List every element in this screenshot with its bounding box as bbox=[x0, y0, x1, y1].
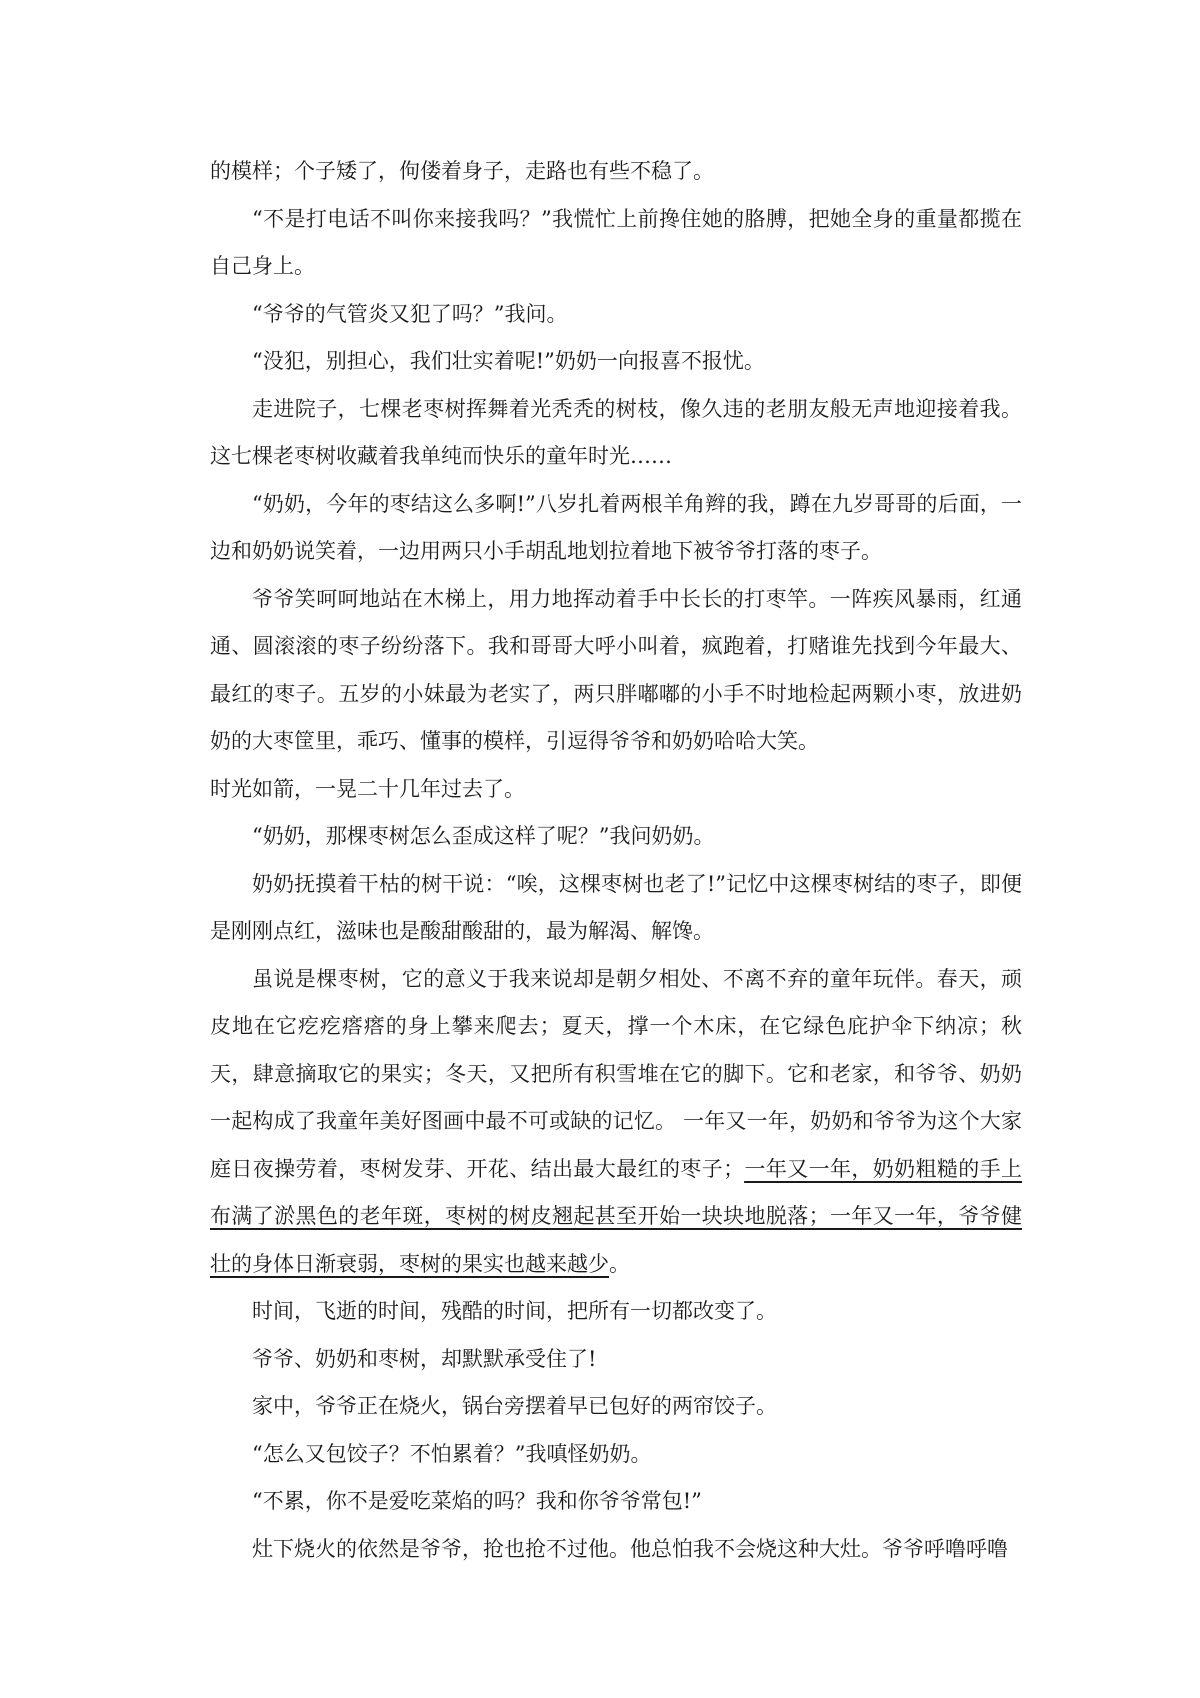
paragraph-tail: 。 bbox=[609, 1251, 630, 1276]
paragraph: 时光如箭，一晃二十几年过去了。 bbox=[210, 776, 525, 801]
paragraph-with-underline bbox=[210, 956, 1022, 1289]
paragraph: “怎么又包饺子？不怕累着？”我嗔怪奶奶。 bbox=[252, 1441, 652, 1466]
paragraph: “奶奶，今年的枣结这么多啊!”八岁扎着两根羊角辫的我，蹲在九岁哥哥的后面，一边和奶奶说笑着，一边用两只小手胡乱地划拉着地下被爷爷打落的枣子。 bbox=[210, 491, 1022, 563]
paragraph: “不累，你不是爱吃菜焰的吗？我和你爷爷常包!” bbox=[252, 1489, 702, 1513]
paragraph: 奶奶抚摸着干枯的树干说：“唉，这棵枣树也老了!”记忆中这棵枣树结的枣子，即便是刚刚点红，滋味也是酸甜酸甜的，最为解渴、解馋。 bbox=[210, 871, 1022, 943]
underlined-sentence: 一年又一年，奶奶粗糙的手上布满了淤黑色的老年斑，枣树的树皮翘起甚至开始一块块地脱落；一年又一年，爷爷健壮的身体日渐衰弱，枣树的果实也越来越少 bbox=[210, 1156, 1023, 1276]
paragraph: “不是打电话不叫你来接我吗？”我慌忙上前搀住她的胳膊，把她全身的重量都揽在自己身上。 bbox=[210, 206, 1022, 278]
paragraph: “没犯，别担心，我们壮实着呢!”奶奶一向报喜不报忧。 bbox=[252, 349, 765, 373]
paragraph: 爷爷、奶奶和枣树，却默默承受住了! bbox=[252, 1346, 597, 1371]
paragraph: 时间，飞逝的时间，残酷的时间，把所有一切都改变了。 bbox=[252, 1299, 777, 1323]
article-body bbox=[210, 148, 1022, 1573]
paragraph: 家中，爷爷正在烧火，锅台旁摆着早已包好的两帘饺子。 bbox=[252, 1394, 777, 1418]
paragraph: 的模样；个子矮了，佝偻着身子，走路也有些不稳了。 bbox=[210, 159, 714, 183]
paragraph-text: 虽说是棵枣树，它的意义于我来说却是朝夕相处、不离不弃的童年玩伴。春天，顽皮地在它疙疙瘩瘩的身上攀来爬去；夏天，撑一个木床，在它绿色庇护伞下纳凉；秋天，肆意摘取它的果实；冬天，又把所有积雪堆在它的脚下。它和老家，和爷爷、奶奶一起构成了我童年美好图画中最不可或缺的记忆。 一年又一年，奶奶和爷爷为这个大家庭日夜操劳着，枣树发芽、开花、结出最大最红的枣子； bbox=[210, 966, 1022, 1181]
paragraph: 灶下烧火的依然是爷爷，抢也抢不过他。他总怕我不会烧这种大灶。爷爷呼噜呼噜 bbox=[252, 1536, 1008, 1561]
paragraph: “爷爷的气管炎又犯了吗？”我问。 bbox=[252, 301, 568, 326]
paragraph: 爷爷笑呵呵地站在木梯上，用力地挥动着手中长长的打枣竿。一阵疾风暴雨，红通通、圆滚滚的枣子纷纷落下。我和哥哥大呼小叫着，疯跑着，打赌谁先找到今年最大、最红的枣子。五岁的小妹最为老实了，两只胖嘟嘟的小手不时地检起两颗小枣，放进奶奶的大枣筐里，乖巧、懂事的模样，引逗得爷爷和奶奶哈哈大笑。 bbox=[210, 586, 1022, 753]
paragraph: “奶奶，那棵枣树怎么歪成这样了呢？”我问奶奶。 bbox=[252, 824, 715, 848]
paragraph: 走进院子，七棵老枣树挥舞着光秃秃的树枝，像久违的老朋友般无声地迎接着我。这七棵老枣树收藏着我单纯而快乐的童年时光…… bbox=[210, 396, 1022, 468]
